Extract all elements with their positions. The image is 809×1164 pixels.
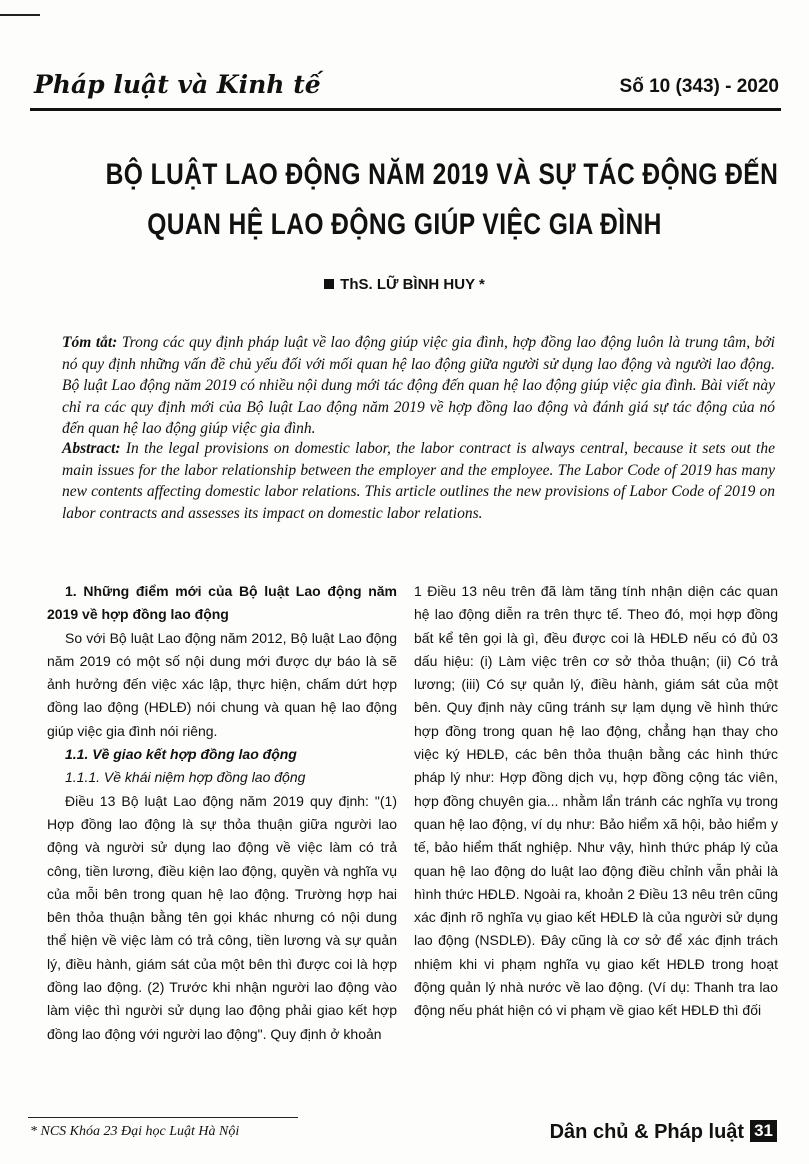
- paragraph-3: 1 Điều 13 nêu trên đã làm tăng tính nhận diện các quan hệ lao động diễn ra trên thực tế. Theo đó, mọi hợp đồng bất kể tên gọi là gì, đều được coi là HĐLĐ nếu có đủ 03 dấu hiệu: (i) Làm việc trên cơ sở thỏa thuận; (ii) Có trả lương; (iii) Có sự quản lý, điều hành, giám sát của một bên. Quy định này cũng tránh sự lạm dụng về hình thức hợp đồng trong quan hệ lao động, chẳng hạn thay cho việc ký HĐLĐ, các bên thỏa thuận bằng các hình thức pháp lý như: Hợp đồng dịch vụ, hợp đồng cộng tác viên, hợp đồng chuyên gia... nhằm lẩn tránh các nghĩa vụ trong quan hệ lao động, ví dụ như: Bảo hiểm xã hội, bảo hiểm y tế, bảo hiểm thất nghiệp. Như vậy, hình thức pháp lý của quan hệ lao động do luật lao động điều chỉnh vẫn phải là hình thức HĐLĐ. Ngoài ra, khoản 2 Điều 13 nêu trên cũng xác định rõ nghĩa vụ giao kết HĐLĐ là của người sử dụng lao động (NSDLĐ). Đây cũng là cơ sở để xác định trách nhiệm khi vi phạm nghĩa vụ giao kết HĐLĐ trong hoạt động quản lý nhà nước về lao động. (Ví dụ: Thanh tra lao động nếu phát hiện có vi phạm về giao kết HĐLĐ thì đối: [414, 583, 778, 1019]
- title-line-2: QUAN HỆ LAO ĐỘNG GIÚP VIỆC GIA ĐÌNH: [147, 208, 662, 241]
- journal-name: Pháp luật và Kinh tế: [34, 70, 321, 99]
- abstract-en-label: Abstract:: [62, 440, 121, 457]
- footnote: * NCS Khóa 23 Đại học Luật Hà Nội: [30, 1124, 240, 1139]
- page-header: [34, 70, 779, 106]
- body-column-right: [414, 580, 778, 1023]
- abstract-vi-label: Tóm tắt:: [62, 334, 118, 351]
- title-line-1: BỘ LUẬT LAO ĐỘNG NĂM 2019 VÀ SỰ TÁC ĐỘNG ĐẾN: [105, 158, 779, 191]
- magazine-name: Dân chủ & Pháp luật: [549, 1121, 745, 1143]
- section-heading-1-1-1: 1.1.1. Về khái niệm hợp đồng lao động: [65, 769, 306, 786]
- abstract-vietnamese: [62, 332, 775, 440]
- square-bullet-icon: [324, 279, 334, 289]
- abstract-vi-text: Trong các quy định pháp luật về lao động giúp việc gia đình, hợp đồng lao động luôn là trung tâm, bởi nó quy định những vấn đề chủ yếu đối với mối quan hệ lao động giữa người sử dụng lao động và người lao động. Bộ luật Lao động năm 2019 có nhiều nội dung mới tác động đến quan hệ lao động giúp việc gia đình. Bài viết này chỉ ra các quy định mới của Bộ luật Lao động năm 2019 về hợp đồng lao động và đánh giá sự tác động của nó đến quan hệ lao động giúp việc gia đình.: [62, 334, 775, 437]
- abstract-english: [62, 438, 775, 524]
- section-heading-1-1: 1.1. Về giao kết hợp đồng lao động: [65, 746, 297, 763]
- body-column-left: [47, 580, 397, 1046]
- footnote-rule: [28, 1117, 298, 1118]
- paragraph-2: Điều 13 Bộ luật Lao động năm 2019 quy định: "(1) Hợp đồng lao động là sự thỏa thuận giữa người lao động và người sử dụng lao động về việc làm có trả công, tiền lương, điều kiện lao động, quyền và nghĩa vụ của mỗi bên trong quan hệ lao động. Trường hợp hai bên thỏa thuận bằng tên gọi khác nhưng có nội dung thể hiện về việc làm có trả công, tiền lương và sự quản lý, điều hành, giám sát của một bên thì được coi là hợp đồng lao động. (2) Trước khi nhận người lao động vào làm việc thì người sử dụng lao động phải giao kết hợp đồng lao động với người lao động". Quy định ở khoản: [47, 792, 397, 1042]
- page-number: 31: [750, 1120, 777, 1142]
- section-heading-1: 1. Những điểm mới của Bộ luật Lao động năm 2019 về hợp đồng lao động: [47, 583, 397, 623]
- author-line: [0, 276, 809, 293]
- author-name: ThS. LỮ BÌNH HUY *: [340, 276, 485, 293]
- article-title: [105, 150, 779, 250]
- page-footer: [550, 1120, 777, 1144]
- paragraph-1: So với Bộ luật Lao động năm 2012, Bộ luật Lao động năm 2019 có một số nội dung mới được dự báo là sẽ ảnh hưởng đến việc xác lập, thực hiện, chấm dứt hợp đồng lao động (HĐLĐ) nói chung và quan hệ lao động giúp việc gia đình nói riêng.: [47, 629, 397, 739]
- issue-number: Số 10 (343) - 2020: [619, 76, 779, 97]
- header-rule: [30, 108, 781, 111]
- abstract-en-text: In the legal provisions on domestic labor, the labor contract is always central, because it sets out the main issues for the labor relationship between the employer and the employee. The Labor Code of 2019 has many new contents affecting domestic labor relations. This article outlines the new provisions of Labor Code of 2019 on labor contracts and assesses its impact on domestic labor relations.: [62, 440, 775, 522]
- crop-mark: [0, 14, 40, 16]
